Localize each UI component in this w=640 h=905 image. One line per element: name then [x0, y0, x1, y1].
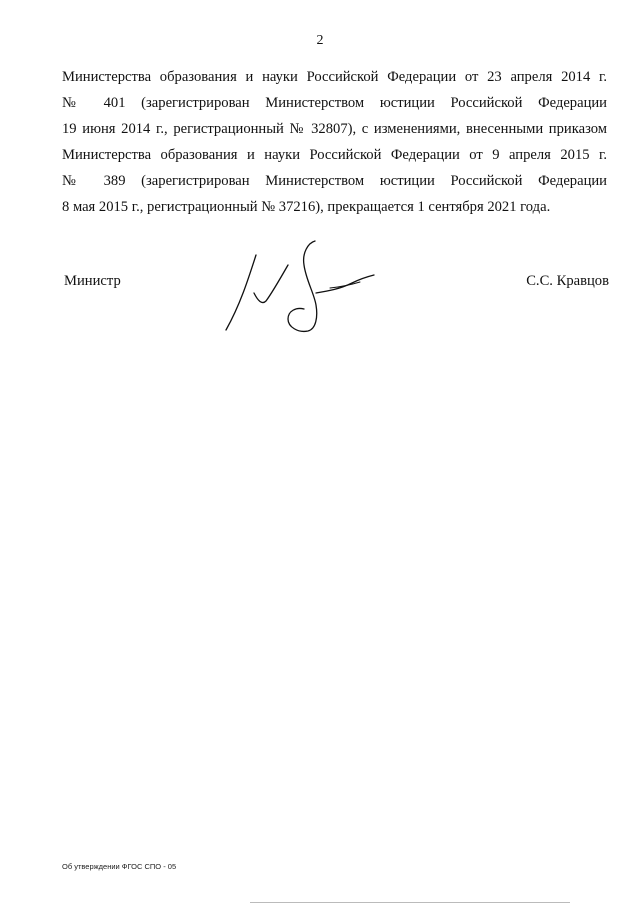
- signatory-name: С.С. Кравцов: [526, 273, 609, 289]
- signature-stroke-5: [330, 282, 360, 288]
- body-paragraph: [62, 64, 607, 220]
- signature-stroke-2: [254, 265, 288, 303]
- signature-stroke-4: [316, 275, 374, 293]
- bottom-edge-line: [250, 902, 570, 903]
- body-line-2: № 401 (зарегистрирован Министерством юстиции Российской Федерации: [62, 95, 607, 111]
- body-line-6: 8 мая 2015 г., регистрационный № 37216), прекращается 1 сентября 2021 года.: [62, 199, 551, 215]
- body-line-5: № 389 (зарегистрирован Министерством юстиции Российской Федерации: [62, 173, 607, 189]
- page-number: 2: [316, 33, 324, 48]
- body-line-3: 19 июня 2014 г., регистрационный № 32807), с изменениями, внесенными приказом: [62, 121, 607, 137]
- handwritten-signature: [218, 235, 388, 345]
- signatory-role: Министр: [64, 273, 121, 289]
- body-line-4: Министерства образования и науки Российской Федерации от 9 апреля 2015 г.: [62, 147, 607, 163]
- body-line-1: Министерства образования и науки Российской Федерации от 23 апреля 2014 г.: [62, 69, 607, 85]
- signature-stroke-3: [288, 241, 317, 331]
- document-footer: Об утверждении ФГОС СПО - 05: [62, 862, 177, 871]
- signature-stroke-1: [226, 255, 256, 330]
